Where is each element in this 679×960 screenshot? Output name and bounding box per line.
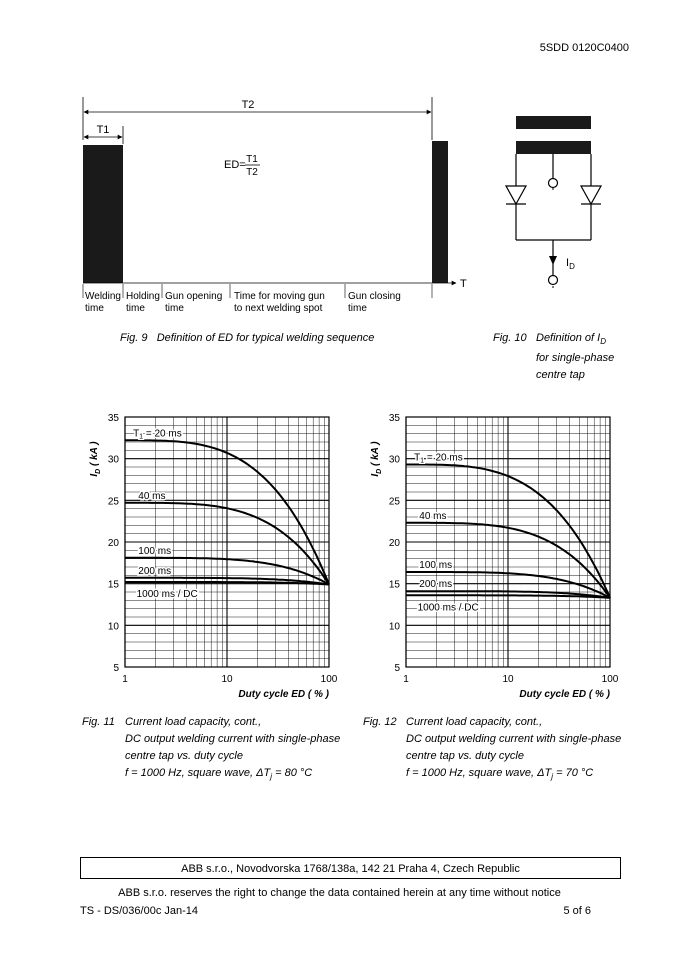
x-tick-label: 10 [221,674,233,685]
x-tick-label: 1 [403,674,409,685]
y-tick-label: 5 [394,663,400,674]
y-tick-label: 30 [107,454,119,466]
series-label: $T_1 = 20$ ms [133,428,182,441]
fig10-caption-num: Fig. 10 [493,332,527,344]
y-tick-label: 35 [107,413,119,424]
y-tick-label: 25 [388,496,400,508]
y-tick-label: 30 [388,454,400,466]
fig12-caption: Current load capacity, cont., DC output welding current with single-phase centre tap vs. duty cycle f = 1000 Hz, square wave, $\Delta T_j = 70$ °C [406,716,622,782]
fig9-caption-text: Definition of ED for typical welding sequence [156,332,375,344]
phase-5-line2: time [348,303,367,314]
phase-1-line1: Welding [85,291,121,302]
series-label: 40 ms [138,490,166,502]
x-tick-label: 10 [502,674,514,685]
phase-1-line2: time [85,303,104,314]
y-tick-label: 15 [107,579,119,591]
phase-3-line1: Gun opening [165,291,223,302]
series-label: 100 ms [419,560,453,571]
phase-2-line2: time [126,303,145,314]
y-tick-label: 20 [388,538,400,549]
series-label: 200 ms [419,579,453,591]
y-axis-label: $I_D$ ( kA ) [370,441,383,477]
y-tick-label: 10 [388,621,400,633]
id-label: $I_D$ [566,257,575,271]
fig11-caption-num: Fig. 11 [82,716,115,728]
y-tick-label: 25 [107,496,119,508]
series-label: $T_1 = 20$ ms [414,452,463,465]
y-tick-label: 20 [107,538,119,549]
phase-4-line2: to next welding spot [234,303,323,314]
y-tick-label: 10 [107,621,119,633]
page-number: 5 of 6 [563,905,591,917]
time-axis-label: T [460,278,467,290]
series-label: 100 ms [138,545,172,557]
fig12-caption-num: Fig. 12 [363,716,397,728]
series-label: 1000 ms / DC [136,589,198,600]
x-tick-label: 100 [601,674,619,685]
y-axis-label: $I_D$ ( kA ) [89,441,102,477]
fig11-caption: Current load capacity, cont., DC output welding current with single-phase centre tap vs. duty cycle f = 1000 Hz, square wave, $\Delta T_j = 80$ °C [125,716,341,782]
fig9-caption-num: Fig. 9 [120,332,148,344]
x-tick-label: 1 [122,674,128,685]
disclaimer-notice: ABB s.r.o. reserves the right to change the data contained herein at any time without notice [118,887,561,899]
ed-denominator: T2 [246,167,258,178]
x-axis-label: Duty cycle ED ( % ) [519,689,610,700]
y-tick-label: 5 [113,663,119,674]
x-axis-label: Duty cycle ED ( % ) [238,689,329,700]
y-tick-label: 15 [388,579,400,591]
y-tick-label: 35 [388,413,400,424]
series-label: 200 ms [138,565,172,577]
phase-4-line1: Time for moving gun [234,291,325,302]
ed-numerator: T1 [246,154,258,165]
series-label: 40 ms [419,510,447,522]
document-id: 5SDD 0120C0400 [539,42,629,54]
t2-label: T2 [241,99,255,111]
ed-prefix: ED= [224,159,246,171]
x-tick-label: 100 [320,674,338,685]
doc-reference: TS - DS/036/00c Jan-14 [80,905,199,917]
phase-3-line2: time [165,303,184,314]
series-label: 1000 ms / DC [417,602,479,614]
t1-label: T1 [96,124,110,136]
fig10-caption-body: Definition of $I_D$ for single-phase centre tap [536,332,615,382]
phase-5-line1: Gun closing [348,291,401,302]
phase-2-line1: Holding [126,291,160,302]
company-address: ABB s.r.o., Novodvorska 1768/138a, 142 21 Praha 4, Czech Republic [80,857,621,879]
